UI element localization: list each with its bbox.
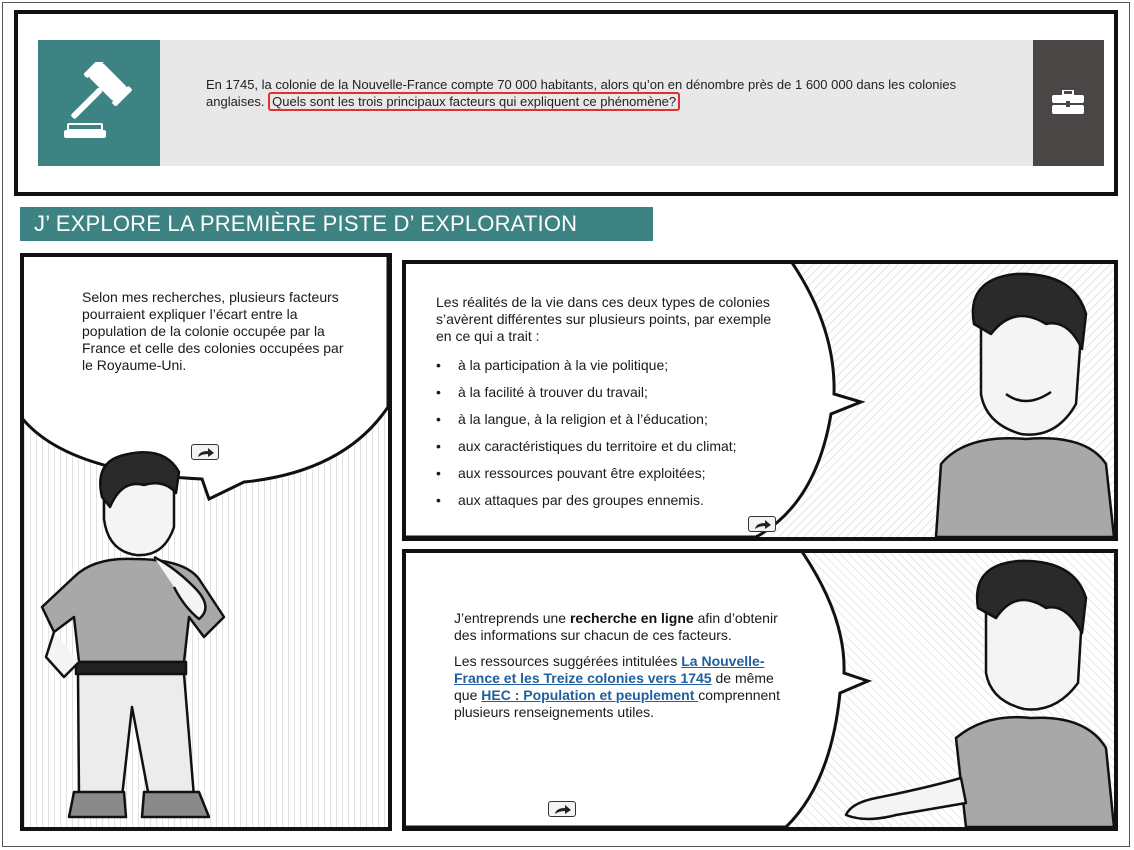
share-arrow-icon bbox=[197, 447, 215, 458]
comic-panel-left bbox=[20, 253, 392, 831]
gavel-tile bbox=[38, 40, 160, 166]
resources-text-end: comprennent plusieurs renseignements utiles. bbox=[454, 687, 780, 720]
research-text-end: afin d’obtenir des informations sur chacun de ces facteurs. bbox=[454, 610, 778, 643]
link-hec-population[interactable]: HEC : Population et peuplement bbox=[481, 687, 699, 703]
comic-panel-right-top bbox=[402, 260, 1118, 541]
list-item: • à la participation à la vie politique; bbox=[436, 357, 776, 374]
comic-panel-right-bottom bbox=[402, 549, 1118, 831]
list-item: • à la facilité à trouver du travail; bbox=[436, 384, 776, 401]
resources-paragraph bbox=[454, 653, 784, 721]
briefcase-icon[interactable] bbox=[1052, 90, 1084, 114]
panel-right-top-text bbox=[436, 294, 776, 519]
list-item: • à la langue, à la religion et à l’éducation; bbox=[436, 411, 776, 428]
share-arrow-icon bbox=[554, 804, 572, 815]
next-arrow-button-left[interactable] bbox=[191, 444, 219, 460]
question-highlight: Quels sont les trois principaux facteurs qui expliquent ce phénomène? bbox=[268, 92, 680, 111]
panel-right-top-intro: Les réalités de la vie dans ces deux types de colonies s’avèrent différentes sur plusieurs points, par exemple en ce qui a trait : bbox=[436, 294, 772, 344]
factor-list bbox=[436, 357, 776, 509]
share-arrow-icon bbox=[754, 519, 772, 530]
research-paragraph bbox=[454, 610, 784, 644]
gavel-icon bbox=[58, 62, 138, 144]
list-item: • aux attaques par des groupes ennemis. bbox=[436, 492, 776, 509]
research-text-start: J’entreprends une bbox=[454, 610, 570, 626]
next-arrow-button-right-top[interactable] bbox=[748, 516, 776, 532]
resources-text-start: Les ressources suggérées intitulées bbox=[454, 653, 682, 669]
section-title: J’ EXPLORE LA PREMIÈRE PISTE D’ EXPLORATION bbox=[20, 207, 653, 241]
panel-right-bottom-text bbox=[454, 610, 784, 730]
question-text bbox=[206, 76, 996, 110]
research-text-bold: recherche en ligne bbox=[569, 610, 694, 626]
next-arrow-button-right-bottom[interactable] bbox=[548, 801, 576, 817]
question-statement: En 1745, la colonie de la Nouvelle-France compte 70 000 habitants, alors qu’on en dénombre près de 1 600 000 dans les colonies anglaises. bbox=[206, 77, 957, 109]
list-item: • aux ressources pouvant être exploitées; bbox=[436, 465, 776, 482]
briefcase-tile[interactable] bbox=[1033, 40, 1104, 166]
resources-text-middle: de même que bbox=[454, 670, 774, 703]
list-item: • aux caractéristiques du territoire et du climat; bbox=[436, 438, 776, 455]
question-panel bbox=[14, 10, 1118, 196]
question-box bbox=[38, 40, 1104, 166]
panel-left-text: Selon mes recherches, plusieurs facteurs pourraient expliquer l’écart entre la population de la colonie occupée par la France et celle des colonies occupées par le Royaume-Uni. bbox=[82, 289, 344, 373]
link-nouvelle-france[interactable]: La Nouvelle-France et les Treize colonies vers 1745 bbox=[454, 653, 765, 686]
